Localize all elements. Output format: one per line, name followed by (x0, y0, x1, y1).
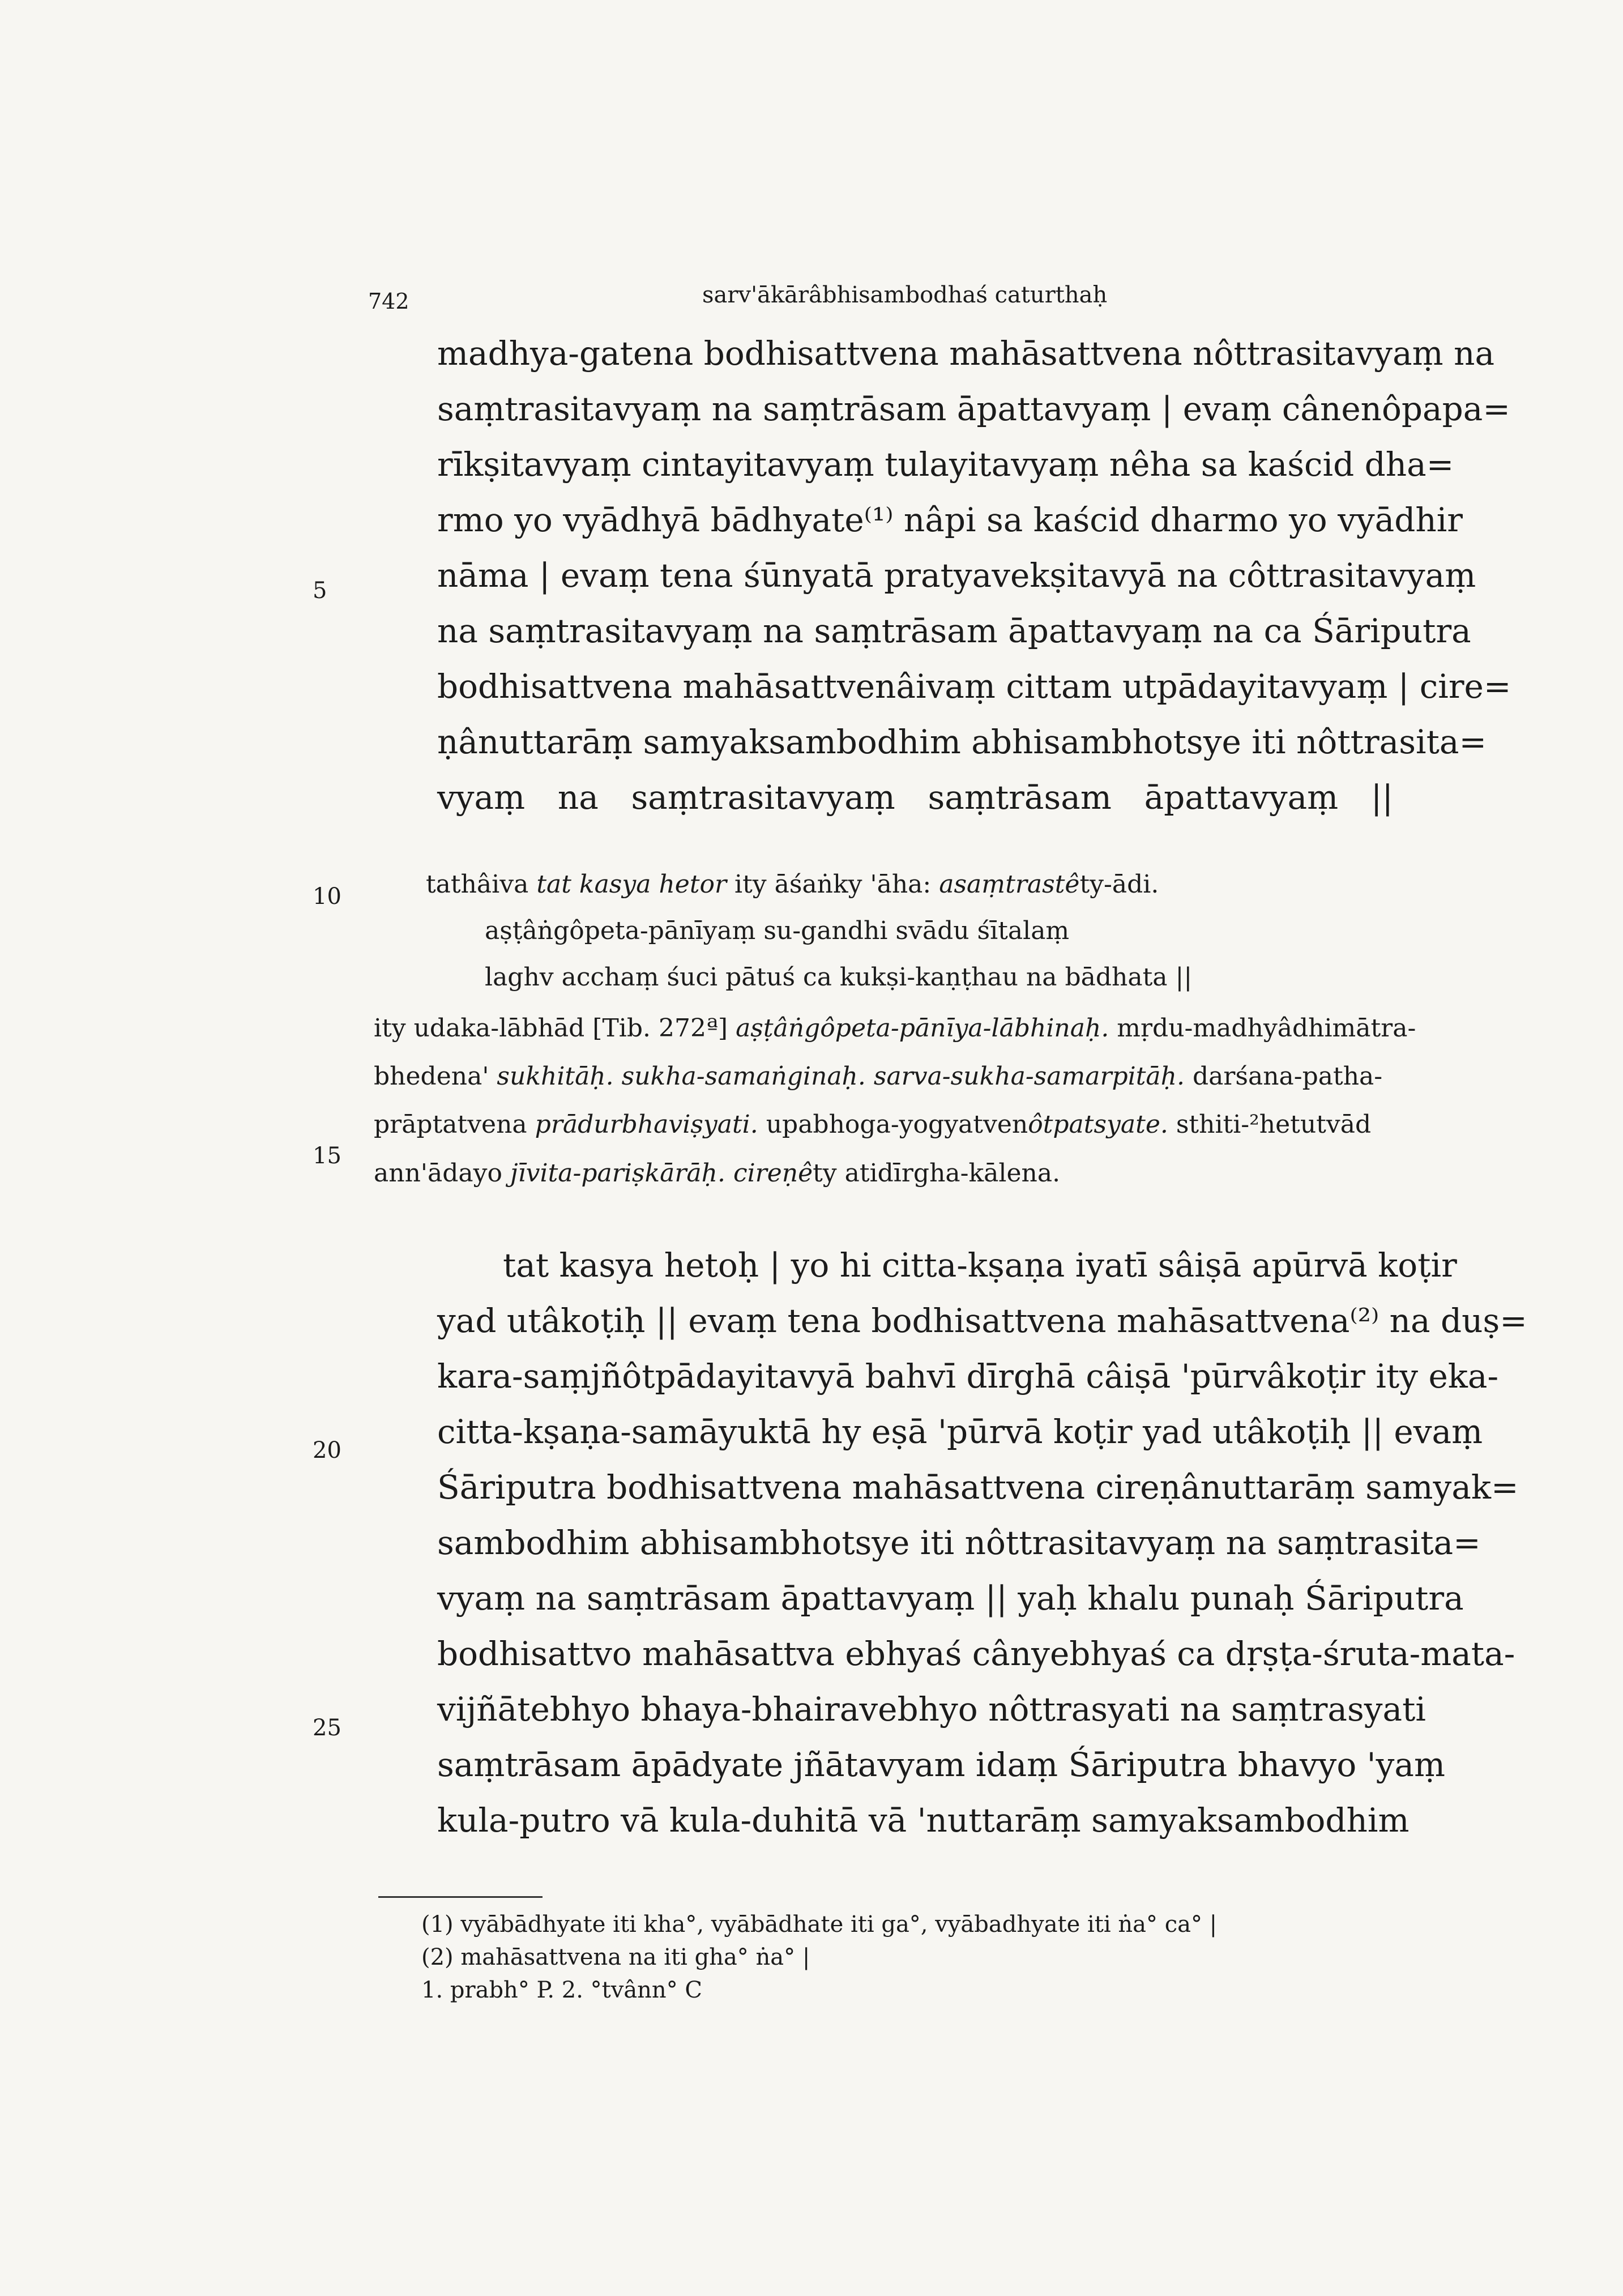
commentary-line: prāptatvena prādurbhaviṣyati. upabhoga-yogyatvenôtpatsyate. sthiti-²hetutvād (374, 1110, 1372, 1139)
text-line: na saṃtrasitavyaṃ na saṃtrāsam āpattavyaṃ na ca Śāriputra (437, 612, 1471, 650)
verse-line: aṣṭâṅgôpeta-pānīyaṃ su-gandhi svādu śītalaṃ (485, 916, 1070, 945)
verse-line: laghv acchaṃ śuci pātuś ca kukṣi-kaṇṭhau na bādhata || (485, 963, 1193, 992)
text-line: tat kasya hetoḥ | yo hi citta-kṣaṇa iyatī sâiṣā apūrvā koṭir (503, 1246, 1457, 1284)
text-line: sambodhim abhisambhotsye iti nôttrasitavyaṃ na saṃtrasita= (437, 1523, 1481, 1562)
text-line: rīkṣitavyaṃ cintayitavyaṃ tulayitavyaṃ nêha sa kaścid dha= (437, 445, 1454, 484)
commentary-line: ann'ādayo jīvita-pariṣkārāḥ. cireṇêty atidīrgha-kālena. (374, 1159, 1061, 1188)
line-number-20: 20 (313, 1437, 341, 1463)
text-line: ṇânuttarāṃ samyaksambodhim abhisambhotsye iti nôttrasita= (437, 723, 1487, 761)
commentary-line: tathâiva tat kasya hetor ity āśaṅky 'āha: asaṃtrastêty-ādi. (426, 870, 1159, 899)
line-number-15: 15 (313, 1143, 341, 1169)
text-line: vyaṃ na saṃtrāsam āpattavyaṃ || yaḥ khalu punaḥ Śāriputra (437, 1579, 1464, 1618)
running-title: sarv'ākārâbhisambodhaś caturthaḥ (702, 282, 1108, 308)
footnote: (2) mahāsattvena na iti gha° ṅa° | (421, 1944, 810, 1970)
commentary-line: ity udaka-lābhād [Tib. 272ª] aṣṭâṅgôpeta-pānīya-lābhinaḥ. mṛdu-madhyâdhimātra- (374, 1014, 1416, 1043)
text-line: madhya-gatena bodhisattvena mahāsattvena nôttrasitavyaṃ na (437, 334, 1495, 373)
text-line: saṃtrasitavyaṃ na saṃtrāsam āpattavyaṃ | evaṃ cânenôpapa= (437, 390, 1510, 428)
commentary-line: bhedena' sukhitāḥ. sukha-samaṅginaḥ. sarva-sukha-samarpitāḥ. darśana-patha- (374, 1062, 1383, 1091)
text-line: yad utâkoṭiḥ || evaṃ tena bodhisattvena mahāsattvena⁽²⁾ na duṣ= (437, 1301, 1527, 1340)
text-line: saṃtrāsam āpādyate jñātavyam idaṃ Śāriputra bhavyo 'yaṃ (437, 1746, 1445, 1784)
text-line: rmo yo vyādhyā bādhyate⁽¹⁾ nâpi sa kaścid dharmo yo vyādhir (437, 501, 1463, 539)
page-number: 742 (368, 289, 409, 314)
text-line: nāma | evaṃ tena śūnyatā pratyavekṣitavyā na côttrasitavyaṃ (437, 556, 1476, 595)
text-line: kara-saṃjñôtpādayitavyā bahvī dīrghā câiṣā 'pūrvâkoṭir ity eka- (437, 1357, 1499, 1395)
footnote: 1. prabh° P. 2. °tvânn° C (421, 1977, 703, 2003)
text-line: bodhisattvena mahāsattvenâivaṃ cittam utpādayitavyaṃ | cire= (437, 667, 1511, 706)
text-line: kula-putro vā kula-duhitā vā 'nuttarāṃ samyaksambodhim (437, 1801, 1410, 1840)
line-number-10: 10 (313, 884, 341, 910)
text-line: citta-kṣaṇa-samāyuktā hy eṣā 'pūrvā koṭir yad utâkoṭiḥ || evaṃ (437, 1412, 1483, 1451)
text-line: bodhisattvo mahāsattva ebhyaś cânyebhyaś ca dṛṣṭa-śruta-mata- (437, 1634, 1515, 1673)
text-line: vijñātebhyo bhaya-bhairavebhyo nôttrasyati na saṃtrasyati (437, 1690, 1426, 1729)
text-line: vyaṃ na saṃtrasitavyaṃ saṃtrāsam āpattavyaṃ || (437, 778, 1393, 817)
line-number-5: 5 (313, 578, 327, 604)
footnote-rule (378, 1896, 543, 1898)
text-line: Śāriputra bodhisattvena mahāsattvena cireṇânuttarāṃ samyak= (437, 1468, 1519, 1507)
line-number-25: 25 (313, 1715, 341, 1741)
footnote: (1) vyābādhyate iti kha°, vyābādhate iti ga°, vyābadhyate iti ṅa° ca° | (421, 1911, 1218, 1937)
